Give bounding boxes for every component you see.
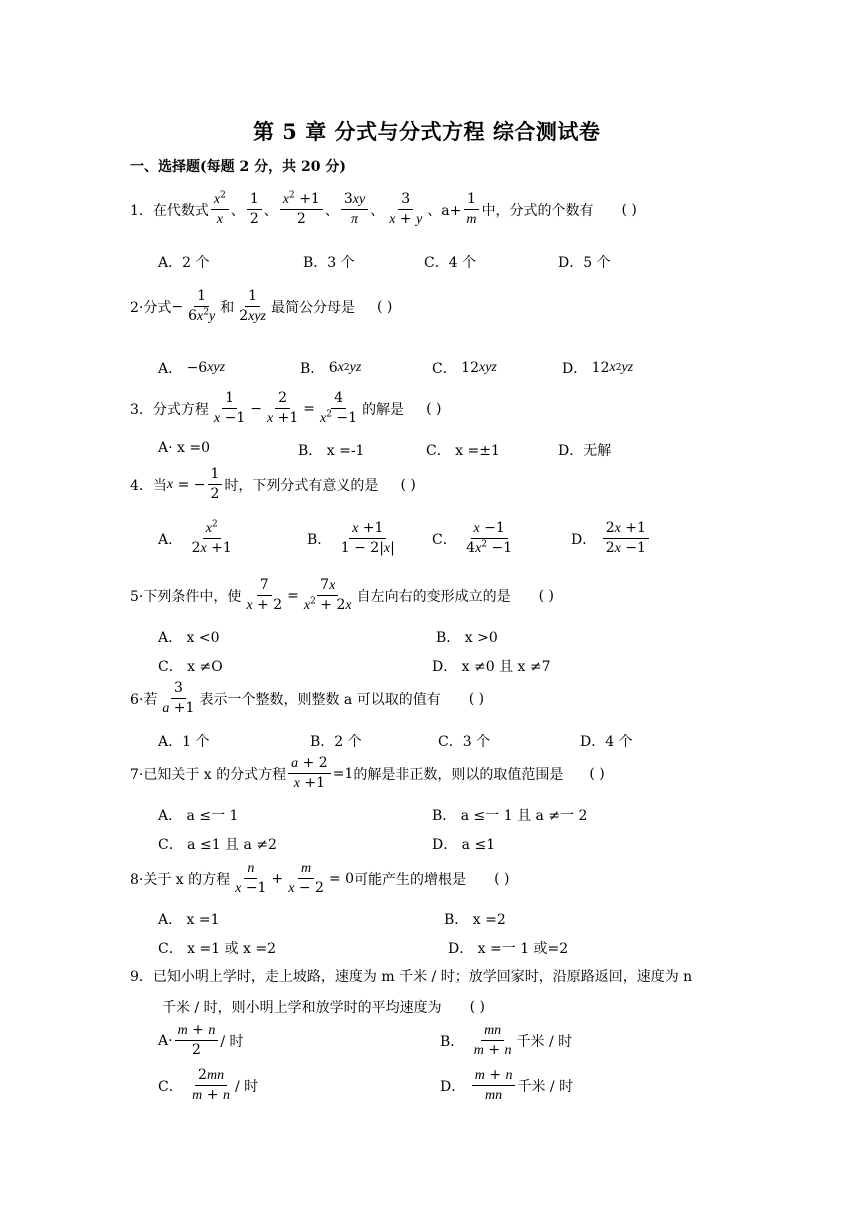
question-2: 2·分式 − $\frac{1}{6x^2y}$ 和 $\frac{1}{\text{2xyz}}$ 最简公分母是 ( ) xyxy=(130,288,393,324)
q5-option-b: B． x >0 xyxy=(436,630,498,646)
q1-tail: 中，分式的个数有 xyxy=(481,202,594,219)
q9-option-c: C． $\frac{2mn}{m + n}$ / 时 xyxy=(158,1067,259,1103)
answer-paren: ( ) xyxy=(400,476,416,493)
question-7: 7·已知关于 x 的分式方程 $\frac{a + 2}{x +1}$ =1 的解是非正数，则以的取值范围是 ( ) xyxy=(130,755,605,791)
answer-paren: ( ) xyxy=(494,870,510,887)
q1-option-a: A．2 个 xyxy=(158,255,210,271)
q5-option-d: D． x ≠0 且 x ≠7 xyxy=(432,659,551,675)
q6-tail: 表示一个整数，则整数 a 可以取的值有 xyxy=(199,691,441,708)
q6-option-a: A．1 个 xyxy=(158,734,210,750)
q4-lead: 4．当 xyxy=(130,477,167,494)
q5-option-a: A． x <0 xyxy=(158,630,220,646)
q1-expr-5: $\frac{3}{x + y}$ xyxy=(389,191,423,227)
q7-option-b: B． a ≤一 1 且 a ≠一 2 xyxy=(432,808,588,824)
page-title: 第 5 章 分式与分式方程 综合测试卷 xyxy=(253,119,601,144)
q1-expr-3: $\frac{x^2 +1}{2}$ xyxy=(280,191,323,228)
q2-expr-1: $\frac{1}{6x^2y}$ xyxy=(188,288,216,324)
q8-tail: 可能产生的增根是 xyxy=(354,871,467,888)
answer-paren: ( ) xyxy=(538,587,554,604)
q1-expr-4: $\frac{3xy}{\pi}$ xyxy=(341,191,368,228)
q2-option-c: C． 12 xyz xyxy=(432,360,497,377)
q1-option-d: D．5 个 xyxy=(558,255,611,271)
answer-paren: ( ) xyxy=(589,765,605,782)
q4-tail: 时，下列分式有意义的是 xyxy=(224,477,379,494)
q2-tail: 最简公分母是 xyxy=(271,299,355,316)
section-heading: 一、选择题(每题 2 分，共 20 分) xyxy=(130,159,346,175)
q7-option-d: D． a ≤1 xyxy=(432,837,496,853)
q3-option-d: D．无解 xyxy=(558,443,612,459)
q3-tail: 的解是 xyxy=(362,401,405,418)
q4-option-b: B． $\frac{x +1}{1 - 2|x|}$ xyxy=(307,520,395,556)
question-1: 1．在代数式 $\frac{x^2}{x}$ 、 $\frac{1}{2}$ 、 $\frac{x^2 +1}{2}$ 、 $\frac{3xy}{\pi}$ 、 $\frac{3}{x + y}$ 、a+ $\frac{1}{m}$ 中，分式的个数有 ( ) xyxy=(130,190,637,227)
q1-lead: 1．在代数式 xyxy=(130,202,209,219)
q6-lead: 6·若 xyxy=(130,691,158,708)
q3-option-b: B． x =-1 xyxy=(298,443,365,459)
question-9-line-1: 9．已知小明上学时，走上坡路，速度为 m 千米 / 时；放学回家时，沿原路返回，速度为 n xyxy=(130,969,693,985)
q8-option-c: C． x =1 或 x =2 xyxy=(158,941,277,957)
q2-lead: 2·分式 xyxy=(130,299,172,316)
q6-option-c: C．3 个 xyxy=(438,734,491,750)
q5-lead: 5·下列条件中，使 xyxy=(130,588,242,605)
answer-paren: ( ) xyxy=(621,201,637,218)
q5-tail: 自左向右的变形成立的是 xyxy=(356,588,511,605)
question-8: 8·关于 x 的方程 $\frac{n}{x -1}$ + $\frac{m}{x - 2}$ = 0 可能产生的增根是 ( ) xyxy=(130,861,510,896)
q4-option-c: C． $\frac{x -1}{4x^2 -1}$ xyxy=(432,520,513,556)
q1-option-c: C．4 个 xyxy=(424,255,477,271)
q8-option-b: B． x =2 xyxy=(444,912,506,928)
q2-option-b: B． 6 x 2 yz xyxy=(300,360,362,377)
answer-paren: ( ) xyxy=(469,999,485,1015)
q1-expr-2: $\frac{1}{2}$ xyxy=(247,191,262,228)
q7-option-a: A． a ≤一 1 xyxy=(158,808,239,824)
answer-paren: ( ) xyxy=(377,298,393,315)
q8-option-d: D． x =一 1 或=2 xyxy=(448,941,569,957)
q8-option-a: A． x =1 xyxy=(158,912,220,928)
q6-option-b: B．2 个 xyxy=(310,734,362,750)
question-3: 3．分式方程 $\frac{1}{x -1}$ − $\frac{2}{x +1}$ = $\frac{4}{x^2 -1}$ 的解是 ( ) xyxy=(130,390,442,426)
q3-option-a: A· x =0 xyxy=(158,440,210,456)
q4-option-d: D． $\frac{2x +1}{2x -1}$ xyxy=(571,520,651,557)
answer-paren: ( ) xyxy=(426,400,442,417)
q3-lead: 3．分式方程 xyxy=(130,401,209,418)
question-5: 5·下列条件中，使 $\frac{7}{x + 2}$ = $\frac{7x}{x^2 + 2x}$ 自左向右的变形成立的是 ( ) xyxy=(130,577,554,613)
q3-option-c: C． x =±1 xyxy=(426,443,500,459)
question-9-line-2 xyxy=(162,997,485,1017)
q8-lead: 8·关于 x 的方程 xyxy=(130,871,231,888)
q1-expr-1: $\frac{x^2}{x}$ xyxy=(211,191,229,228)
q1-option-b: B．3 个 xyxy=(303,255,355,271)
question-4: 4．当 x = − $\frac{1}{2}$ 时，下列分式有意义的是 ( ) xyxy=(130,466,416,502)
q1-expr-6: $\frac{1}{m}$ xyxy=(463,191,479,228)
q4-option-a: A． $\frac{x^2}{2x +1}$ xyxy=(158,519,232,556)
q5-option-c: C． x ≠O xyxy=(158,659,223,675)
q9-line2-text: 千米 / 时，则小明上学和放学时的平均速度为 xyxy=(162,1000,442,1016)
q9-option-a: A· $\frac{m + n}{2}$ / 时 xyxy=(158,1022,244,1058)
q9-option-b: B． $\frac{mn}{m + n}$ 千米 / 时 xyxy=(440,1023,573,1058)
q9-option-d: D． $\frac{m + n}{mn}$ 千米 / 时 xyxy=(440,1067,574,1103)
q7-lead: 7·已知关于 x 的分式方程 xyxy=(130,766,287,783)
q2-option-a: A． −6 xyz xyxy=(158,360,226,377)
answer-paren: ( ) xyxy=(468,690,485,707)
q7-tail: 的解是非正数，则以的取值范围是 xyxy=(353,766,564,783)
question-6: 6·若 $\frac{3}{a +1}$ 表示一个整数，则整数 a 可以取的值有 ( ) xyxy=(130,680,485,716)
q2-mid: 和 xyxy=(220,299,235,316)
q2-expr-2: $\frac{1}{\text{2xyz}}$ xyxy=(239,288,266,324)
q7-option-c: C． a ≤1 且 a ≠2 xyxy=(158,837,277,853)
q6-option-d: D．4 个 xyxy=(580,734,633,750)
q2-option-d: D． 12 x 2 yz xyxy=(562,360,634,377)
